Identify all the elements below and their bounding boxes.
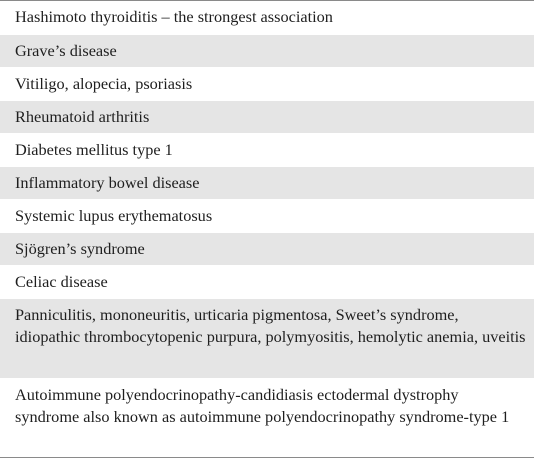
- table-cell: Inflammatory bowel disease: [15, 173, 200, 192]
- table-row: [0, 1, 534, 34]
- table-cell: Grave’s disease: [15, 41, 117, 60]
- table-row: [0, 100, 534, 133]
- table-row: [0, 34, 534, 67]
- table-cell: Sjögren’s syndrome: [15, 239, 145, 258]
- table-row: [0, 378, 534, 457]
- table-cell: Vitiligo, alopecia, psoriasis: [15, 74, 193, 93]
- table-row: [0, 133, 534, 166]
- table-cell: Diabetes mellitus type 1: [15, 140, 173, 159]
- table-row: [0, 298, 534, 378]
- table-row: [0, 199, 534, 232]
- table-row: [0, 166, 534, 199]
- table-cell: Autoimmune polyendocrinopathy-candidiasis ectodermal dystrophy syndrome also known as autoimmune polyendocrinopathy syndrome-type 1: [15, 385, 510, 426]
- table-cell: Rheumatoid arthritis: [15, 107, 150, 126]
- table-cell: Systemic lupus erythematosus: [15, 206, 213, 225]
- table-row: [0, 265, 534, 298]
- table-cell: Hashimoto thyroiditis – the strongest association: [15, 7, 333, 26]
- table-cell: Panniculitis, mononeuritis, urticaria pigmentosa, Sweet’s syndrome, idiopathic thrombocytopenic purpura, polymyositis, hemolytic anemia, uveitis: [15, 305, 526, 346]
- table-cell: Celiac disease: [15, 272, 108, 291]
- table-row: [0, 67, 534, 100]
- table-row: [0, 232, 534, 265]
